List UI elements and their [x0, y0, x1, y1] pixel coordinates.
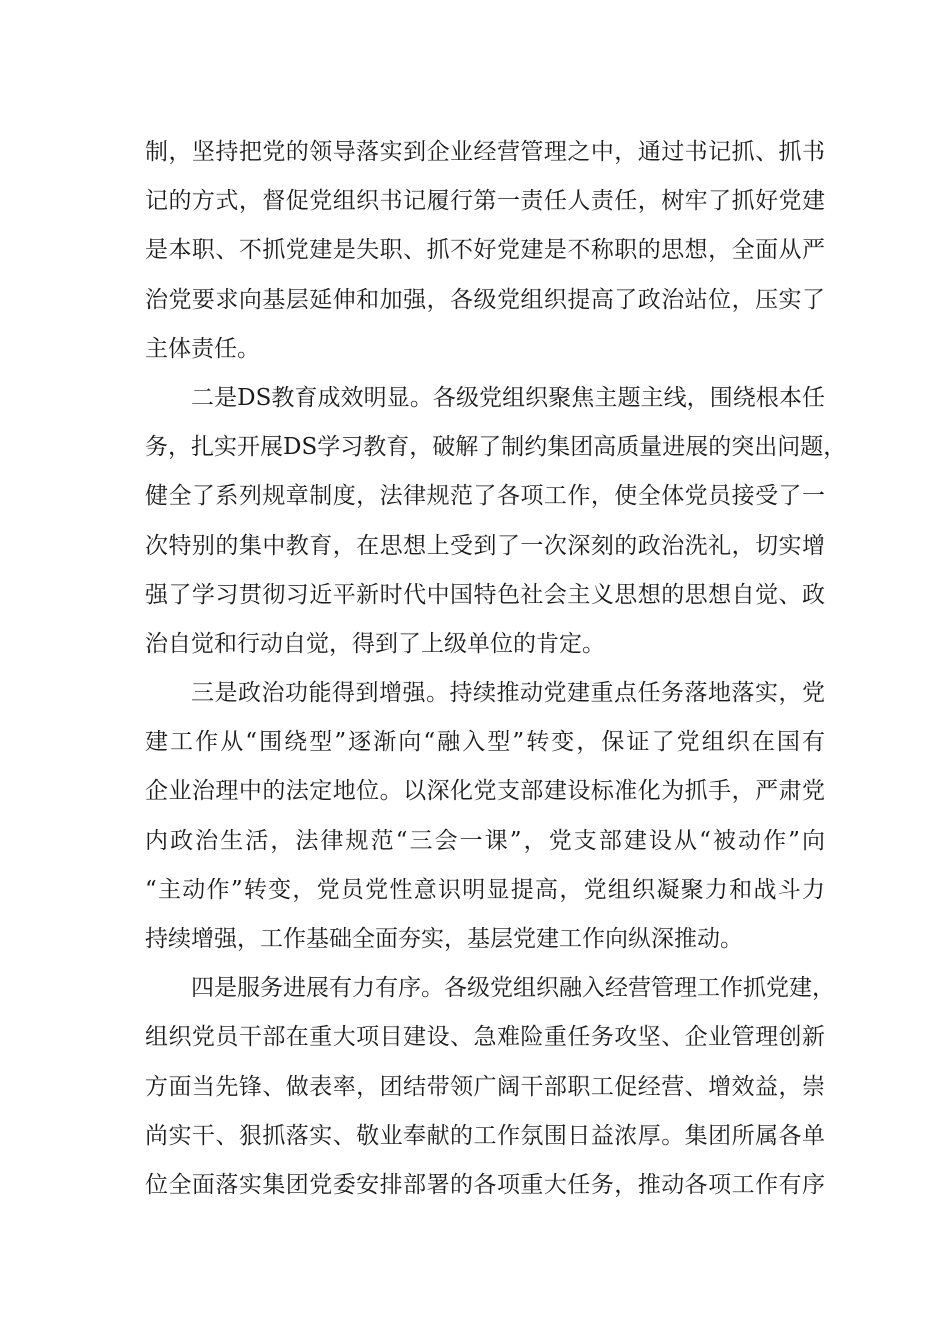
paragraph-service-progress	[145, 964, 835, 1210]
text-line: 持续增强，工作基础全面夯实，基层党建工作向纵深推动。	[145, 926, 743, 952]
text-line: 位全面落实集团党委安排部署的各项重大任务，推动各项工作有序	[145, 1171, 825, 1198]
text-line: 治自觉和行动自觉，得到了上级单位的肯定。	[145, 630, 605, 657]
text-line: 次特别的集中教育，在思想上受到了一次深刻的政治洗礼，切实增	[145, 532, 825, 559]
text-line: 三是政治功能得到增强。持续推动党建重点任务落地落实，党	[191, 680, 825, 707]
text-line: 组织党员干部在重大项目建设、急难险重任务攻坚、企业管理创新	[145, 1024, 825, 1051]
text-line: 内政治生活，法律规范“三会一课”，党支部建设从“被动作”向	[145, 827, 825, 854]
text-line: 强了学习贯彻习近平新时代中国特色社会主义思想的思想自觉、政	[145, 581, 825, 608]
text-line: 制，坚持把党的领导落实到企业经营管理之中，通过书记抓、抓书	[145, 139, 825, 165]
text-line: 建工作从“围绕型”逐渐向“融入型”转变，保证了党组织在国有	[145, 729, 825, 756]
text-line: 方面当先锋、做表率，团结带领广阔干部职工促经营、增效益，崇	[145, 1073, 825, 1100]
paragraph-continuation	[145, 128, 825, 374]
text-line: 企业治理中的法定地位。以深化党支部建设标准化为抓手，严肃党	[145, 778, 825, 805]
text-line: 主体责任。	[145, 335, 260, 362]
text-line: 四是服务进展有力有序。各级党组织融入经营管理工作抓党建，	[191, 975, 835, 1002]
paragraph-political-function	[145, 669, 825, 964]
text-line: 二是DS教育成效明显。各级党组织聚焦主题主线，围绕根本任	[191, 384, 825, 411]
text-line: 治党要求向基层延伸和加强，各级党组织提高了政治站位，压实了	[145, 286, 825, 313]
body-text	[145, 128, 847, 1210]
text-line: “主动作”转变，党员党性意识明显提高，党组织凝聚力和战斗力	[145, 876, 825, 903]
text-line: 尚实干、狠抓落实、敬业奉献的工作氛围日益浓厚。集团所属各单	[145, 1122, 825, 1149]
text-line: 健全了系列规章制度，法律规范了各项工作，使全体党员接受了一	[145, 483, 825, 510]
text-line: 记的方式，督促党组织书记履行第一责任人责任，树牢了抓好党建	[145, 188, 825, 215]
paragraph-education	[145, 374, 847, 669]
text-line: 务，扎实开展DS学习教育，破解了制约集团高质量进展的突出问题，	[145, 434, 847, 461]
text-line: 是本职、不抓党建是失职、抓不好党建是不称职的思想，全面从严	[145, 237, 825, 264]
